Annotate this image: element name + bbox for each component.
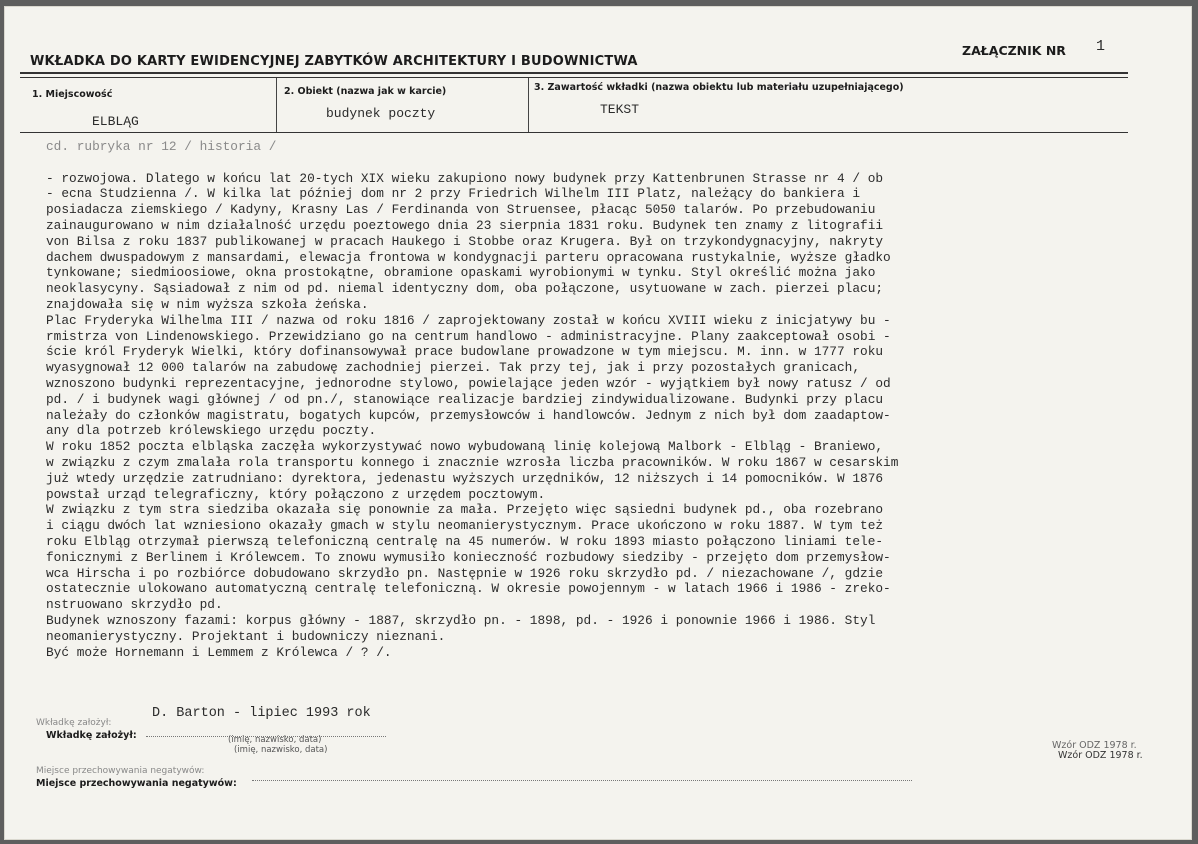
pattern-note: Wzór ODZ 1978 r. [1058, 750, 1143, 761]
text-line: już wtedy urzędzie zatrudniano: dyrektora, jedenastu wyższych urzędników, 12 niższych i 14 pomocników. W 1876 [46, 470, 884, 486]
text-line: nstruowano skrzydło pd. [46, 597, 223, 613]
text-line [46, 155, 1126, 171]
text-line: W związku z tym stra siedziba okazała się ponownie za mała. Przejęto więc sąsiedni budynek pd., oba rozebrano [46, 502, 884, 518]
text-line: dachem dwuspadowym z mansardami, elewacja frontowa w kondygnacji parteru opracowana rustykalnie, wyższe gładko [46, 249, 891, 265]
text-line: rmistrza von Lindenowskiego. Przewidziano go na centrum handlowo - administracyjne. Plany zaakceptował osobi - [46, 328, 891, 344]
text-line: cd. rubryka nr 12 / historia / [46, 139, 277, 154]
history-text [46, 139, 1126, 660]
storage-label-faint: Miejsce przechowywania negatywów: [36, 766, 205, 776]
attachment-label: ZAŁĄCZNIK NR [962, 43, 1066, 58]
contents-label: 3. Zawartość wkładki (nazwa obiektu lub materiału uzupełniającego) [534, 82, 904, 93]
text-line: neoklasycyny. Sąsiadował z nim od pd. niemal identyczny dom, oba połączone, usytuowane w zach. pierzei placu; [46, 281, 884, 297]
text-line: - ecna Studzienna /. W kilka lat później dom nr 2 przy Friedrich Wilhelm III Platz, należący do bankiera i [46, 186, 861, 202]
attachment-number: 1 [1096, 38, 1106, 55]
text-line: posiadacza ziemskiego / Kadyny, Krasny Las / Ferdinanda von Struensee, płacąc 5050 talarów. Po przebudowaniu [46, 202, 876, 218]
author-value: D. Barton - lipiec 1993 rok [152, 706, 371, 721]
header-rule-thin [20, 77, 1128, 78]
object-label: 2. Obiekt (nazwa jak w karcie) [284, 86, 447, 97]
fields-bottom-rule [20, 132, 1128, 133]
record-card [4, 6, 1192, 840]
text-line: znajdowała się w nim wyższa szkoła żeńska. [46, 296, 369, 312]
text-line: W roku 1852 poczta elbląska zaczęła wykorzystywać nowo wybudowaną linię kolejową Malbork - Elbląg - Braniewo, [46, 439, 884, 455]
contents-value: TEKST [600, 102, 640, 117]
text-line: roku Elbląg otrzymał pierwszą telefoniczną centralę na 45 numerów. W roku 1893 miasto połączono liniami tele- [46, 533, 884, 549]
text-line: należały do członków magistratu, bogatych kupców, przemysłowców i handlowców. Jednym z nich był dom zaadaptow- [46, 407, 891, 423]
text-line: wyasygnował 12 000 talarów na zabudowę zachodniej pierzei. Tak przy tej, jak i przy pozostałych granicach, [46, 360, 861, 376]
text-line: ostatecznie ulokowano automatyczną centralę telefoniczną. W okresie powojennym - w latach 1966 i 1986 - zreko- [46, 581, 891, 597]
storage-dotted-line [252, 780, 912, 781]
text-line: wca Hirscha i po rozbiórce dobudowano skrzydło pn. Następnie w 1926 roku skrzydło pd. / niezachowane /, gdzie [46, 565, 884, 581]
field-divider-1 [276, 78, 277, 132]
author-hint-1: (imię, nazwisko, data) [228, 735, 322, 745]
text-line: neomanierystyczny. Projektant i budowniczy nieznani. [46, 628, 446, 644]
pattern-note-faint: Wzór ODZ 1978 r. [1052, 740, 1137, 751]
text-line: i ciągu dwóch lat wzniesiono okazały gmach w stylu neomanierystycznym. Prace ukończono w roku 1887. W tym też [46, 518, 884, 534]
text-line: tynkowane; siedmioosiowe, okna prostokątne, obramione opaskami wyrobionymi w tynku. Styl określić można jako [46, 265, 876, 281]
text-line: Budynek wznoszony fazami: korpus główny - 1887, skrzydło pn. - 1898, pd. - 1926 i ponownie 1966 i 1986. Styl [46, 612, 876, 628]
text-line: w związku z czym zmalała rola transportu konnego i znacznie wzrosła liczba pracowników. W roku 1867 w cesarskim [46, 454, 899, 470]
text-line: powstał urząd telegraficzny, który połączono z urzędem pocztowym. [46, 486, 546, 502]
text-line: Plac Fryderyka Wilhelma III / nazwa od roku 1816 / zaprojektowany został w końcu XVIII wieku z inicjatywy bu - [46, 312, 891, 328]
object-value: budynek poczty [326, 106, 436, 121]
author-label-faint: Wkładkę założył: [36, 718, 112, 728]
storage-label: Miejsce przechowywania negatywów: [36, 778, 237, 789]
text-line: pd. / i budynek wagi głównej / od pn./, stanowiące realizacje bardziej zindywidualizowane. Budynki przy placu [46, 391, 884, 407]
text-line: wznoszono budynki reprezentacyjne, jednorodne stylowo, powielające jeden wzór - wyjątkiem był nowy ratusz / od [46, 375, 891, 391]
header-rule [20, 72, 1128, 74]
text-line: zainaugurowano w nim działalność urzędu poeztowego dnia 23 sierpnia 1831 roku. Budynek ten znamy z litografii [46, 217, 884, 233]
place-value: ELBLĄG [92, 114, 139, 129]
place-label: 1. Miejscowość [32, 89, 113, 100]
text-line: any dla potrzeb królewskiego urzędu poczty. [46, 423, 377, 439]
author-hint-2: (imię, nazwisko, data) [234, 745, 328, 755]
author-label: Wkładkę założył: [46, 730, 137, 741]
text-line: - rozwojowa. Dlatego w końcu lat 20-tych XIX wieku zakupiono nowy budynek przy Kattenbrunen Strasse nr 4 / ob [46, 170, 884, 186]
text-line: von Bilsa z roku 1837 publikowanej w pracach Haukego i Stobbe oraz Krugera. Był on trzykondygnacyjny, nakryty [46, 233, 884, 249]
text-line: Być może Hornemann i Lemmem z Królewca / ? /. [46, 644, 392, 660]
text-line: ście król Fryderyk Wielki, który dofinansowywał prace budowlane prowadzone w tym miejscu. M. inn. w 1777 roku [46, 344, 884, 360]
form-title: WKŁADKA DO KARTY EWIDENCYJNEJ ZABYTKÓW ARCHITEKTURY I BUDOWNICTWA [30, 54, 638, 69]
text-line: fonicznymi z Berlinem i Królewcem. To znowu wymusiło konieczność rozbudowy siedziby - przejęto dom przemysłow- [46, 549, 891, 565]
field-divider-2 [528, 78, 529, 132]
